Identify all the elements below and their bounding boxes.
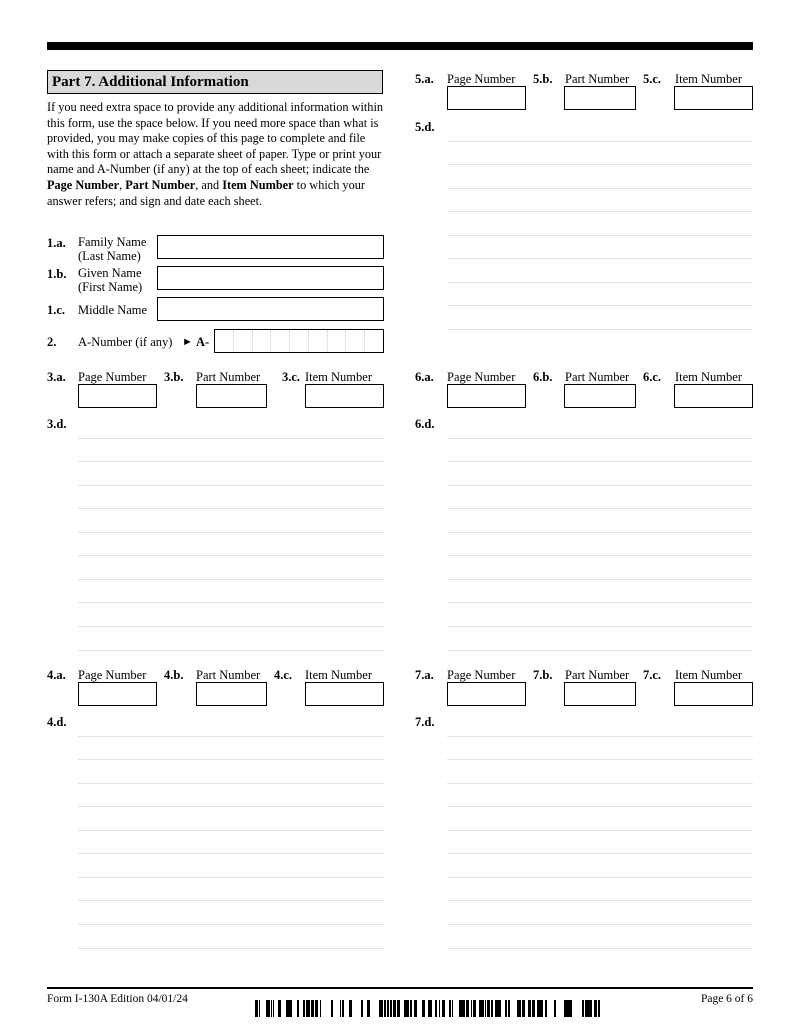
item-number-label: Item Number (305, 668, 372, 682)
answer-line (447, 188, 753, 189)
answer-line (447, 532, 753, 533)
page-number-field[interactable] (78, 384, 157, 408)
answer-line (78, 759, 384, 760)
part-number-label: Part Number (196, 668, 261, 682)
answer-line (447, 555, 753, 556)
answer-line (447, 650, 753, 651)
item-7c-number: 7.c. (643, 668, 662, 682)
part-7-header: Part 7. Additional Information (47, 70, 383, 94)
item-5c-number: 5.c. (643, 72, 662, 86)
item-number-label: Item Number (305, 370, 372, 384)
instructions-text: If you need extra space to provide any additional information within this form, use the space below. If you need more space than what is provided, you may make copies of this page to complete and file with this form or attach a separate sheet of paper. Type or print your name and A-Number (if any) at the top of each sheet; indicate the Page Number, Part Number, and Item Number to which your answer refers; and sign and date each sheet. (47, 100, 384, 208)
item-1c-number: 1.c. (47, 303, 66, 317)
a-number-field[interactable] (214, 329, 384, 353)
item-7b-number: 7.b. (533, 668, 553, 682)
answer-line (447, 924, 753, 925)
answer-line (447, 164, 753, 165)
part-number-field[interactable] (196, 384, 267, 408)
item-6d-number: 6.d. (415, 417, 435, 431)
answer-line (447, 329, 753, 330)
answer-line (447, 235, 753, 236)
answer-line (78, 602, 384, 603)
answer-area-4d[interactable] (78, 726, 384, 956)
answer-line (78, 900, 384, 901)
answer-line (447, 948, 753, 949)
page-number-field[interactable] (78, 682, 157, 706)
answer-line (78, 830, 384, 831)
answer-line (78, 853, 384, 854)
answer-line (78, 555, 384, 556)
item-number-field[interactable] (674, 682, 753, 706)
part-number-label: Part Number (565, 370, 630, 384)
item-6c-number: 6.c. (643, 370, 662, 384)
answer-line (78, 438, 384, 439)
answer-line (447, 508, 753, 509)
item-1b-number: 1.b. (47, 267, 67, 281)
page-number-field[interactable] (447, 86, 526, 110)
middle-name-label: Middle Name (78, 303, 148, 317)
answer-line (78, 806, 384, 807)
page-number-label: Page Number (447, 668, 516, 682)
answer-line (78, 650, 384, 651)
item-6a-number: 6.a. (415, 370, 434, 384)
answer-line (78, 532, 384, 533)
answer-line (447, 806, 753, 807)
page-number-label: Page Number (447, 72, 516, 86)
item-number-field[interactable] (305, 384, 384, 408)
item-4d-number: 4.d. (47, 715, 67, 729)
bottom-rule (47, 987, 753, 989)
answer-line (447, 830, 753, 831)
answer-line (447, 438, 753, 439)
answer-line (78, 924, 384, 925)
item-7a-number: 7.a. (415, 668, 434, 682)
answer-line (78, 877, 384, 878)
answer-line (447, 626, 753, 627)
item-3a-number: 3.a. (47, 370, 66, 384)
page-number-field[interactable] (447, 384, 526, 408)
item-number-field[interactable] (305, 682, 384, 706)
answer-line (447, 258, 753, 259)
a-number-prefix: A- (196, 335, 210, 349)
part-number-field[interactable] (196, 682, 267, 706)
answer-line (78, 948, 384, 949)
answer-line (447, 877, 753, 878)
part-number-field[interactable] (564, 682, 636, 706)
family-name-field[interactable] (157, 235, 384, 259)
item-number-label: Item Number (675, 668, 742, 682)
part-number-label: Part Number (565, 668, 630, 682)
answer-line (447, 853, 753, 854)
item-3b-number: 3.b. (164, 370, 184, 384)
part-number-field[interactable] (564, 384, 636, 408)
top-rule (47, 42, 753, 50)
middle-name-field[interactable] (157, 297, 384, 321)
part-number-label: Part Number (565, 72, 630, 86)
answer-line (447, 141, 753, 142)
item-5a-number: 5.a. (415, 72, 434, 86)
answer-line (447, 783, 753, 784)
item-5d-number: 5.d. (415, 120, 435, 134)
arrow-right-icon: ► (182, 336, 193, 348)
a-number-label: A-Number (if any) (78, 335, 173, 349)
answer-area-6d[interactable] (447, 428, 753, 658)
answer-area-5d[interactable] (447, 131, 753, 331)
item-6b-number: 6.b. (533, 370, 553, 384)
answer-line (78, 626, 384, 627)
barcode (255, 1000, 600, 1017)
answer-line (447, 485, 753, 486)
item-4b-number: 4.b. (164, 668, 184, 682)
part-number-label: Part Number (196, 370, 261, 384)
item-5b-number: 5.b. (533, 72, 553, 86)
given-name-field[interactable] (157, 266, 384, 290)
answer-line (78, 508, 384, 509)
answer-line (447, 759, 753, 760)
item-3c-number: 3.c. (282, 370, 301, 384)
answer-line (78, 461, 384, 462)
answer-line (447, 602, 753, 603)
family-name-label: Family Name (Last Name) (78, 235, 147, 263)
page-number-label: Page Number (78, 668, 147, 682)
answer-line (447, 736, 753, 737)
answer-line (447, 211, 753, 212)
part-number-field[interactable] (564, 86, 636, 110)
answer-line (447, 282, 753, 283)
item-number-label: Item Number (675, 72, 742, 86)
given-name-label: Given Name (First Name) (78, 266, 143, 294)
page-number-label: Page Number (447, 370, 516, 384)
item-1a-number: 1.a. (47, 236, 66, 250)
answer-line (447, 900, 753, 901)
answer-line (447, 579, 753, 580)
answer-line (447, 461, 753, 462)
item-4a-number: 4.a. (47, 668, 66, 682)
form-edition: Form I-130A Edition 04/01/24 (47, 993, 188, 1005)
answer-line (78, 736, 384, 737)
answer-line (78, 579, 384, 580)
item-number-field[interactable] (674, 384, 753, 408)
item-3d-number: 3.d. (47, 417, 67, 431)
item-2-number: 2. (47, 335, 57, 349)
answer-line (78, 783, 384, 784)
page-number-label: Page Number (78, 370, 147, 384)
answer-area-3d[interactable] (78, 428, 384, 658)
item-4c-number: 4.c. (274, 668, 293, 682)
item-7d-number: 7.d. (415, 715, 435, 729)
answer-line (78, 485, 384, 486)
page-indicator: Page 6 of 6 (700, 993, 753, 1005)
item-number-field[interactable] (674, 86, 753, 110)
answer-line (447, 305, 753, 306)
answer-area-7d[interactable] (447, 726, 753, 956)
page-number-field[interactable] (447, 682, 526, 706)
item-number-label: Item Number (675, 370, 742, 384)
